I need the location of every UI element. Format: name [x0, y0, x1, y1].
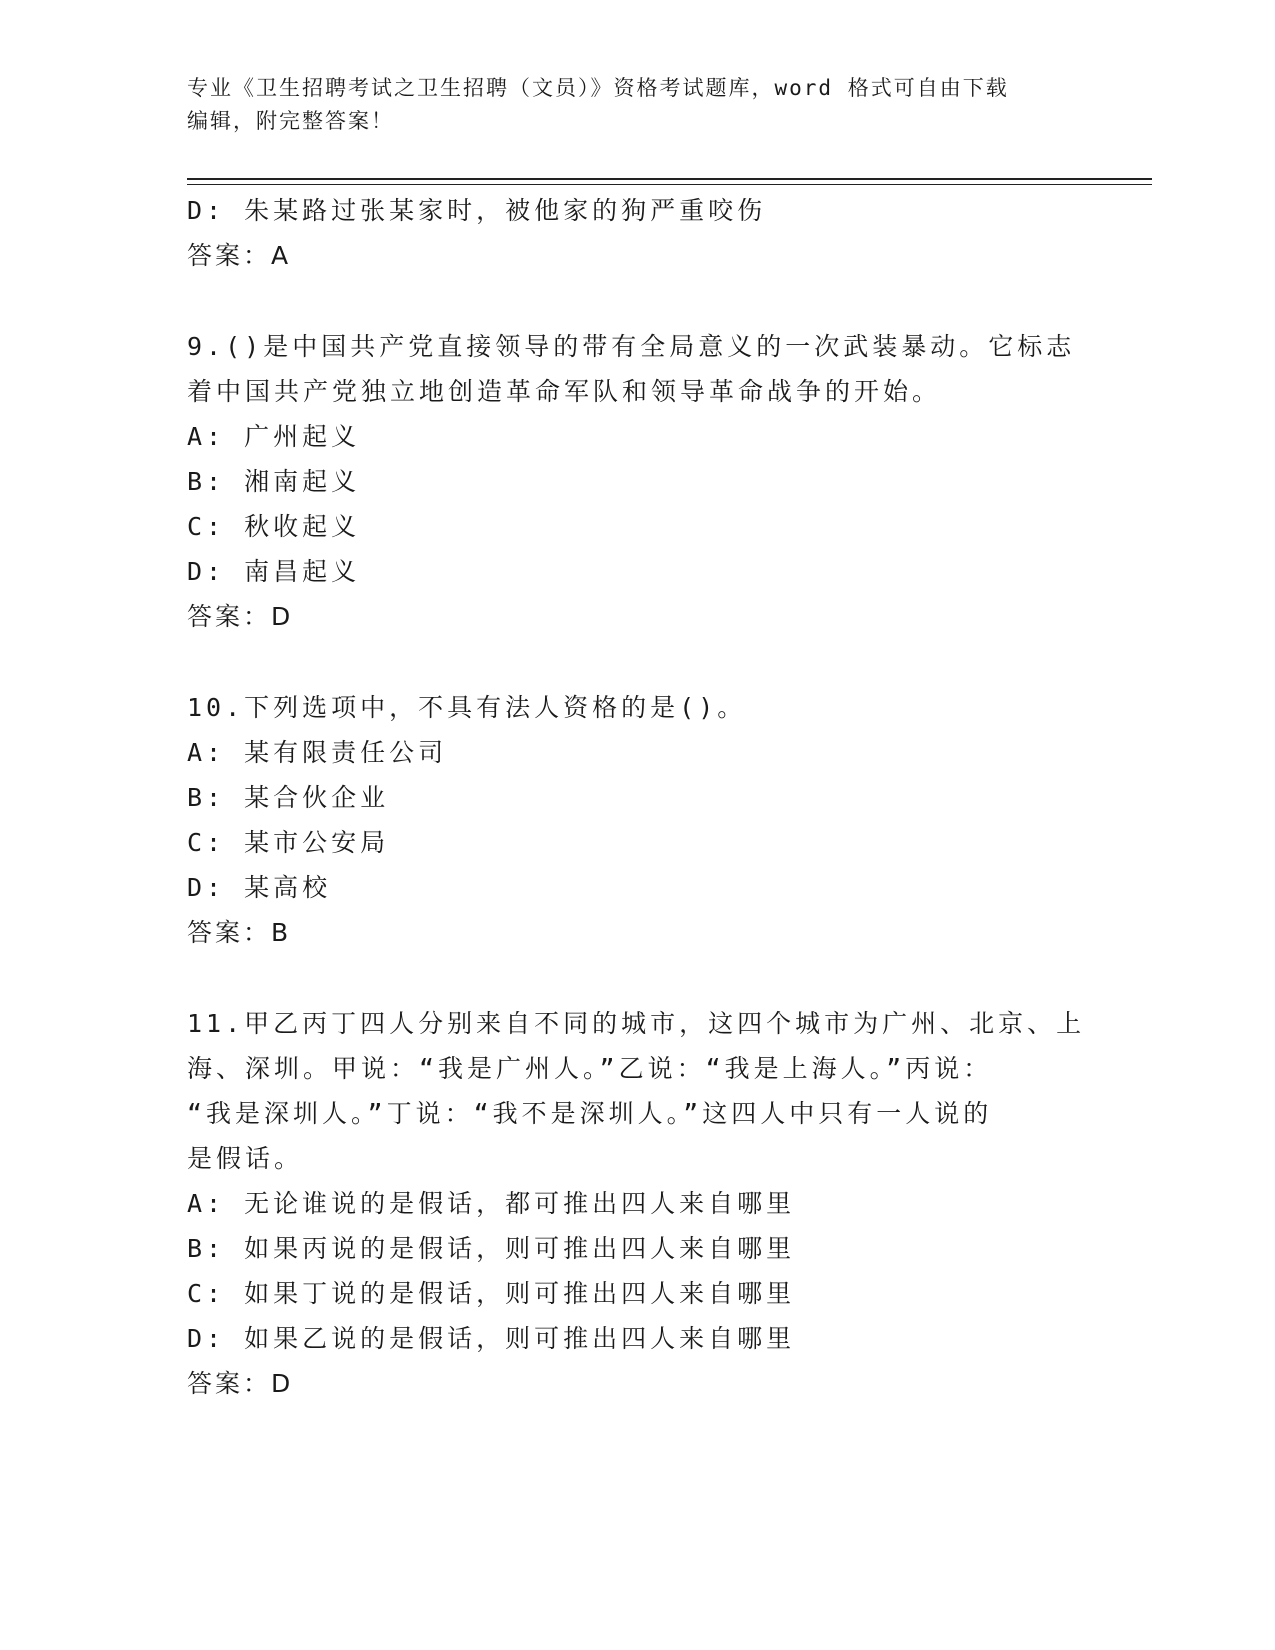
option-d: D: 如果乙说的是假话，则可推出四人来自哪里: [187, 1324, 796, 1353]
header-line-1: 专业《卫生招聘考试之卫生招聘（文员）》资格考试题库，word 格式可自由下载: [187, 76, 1009, 100]
option-a: A: 无论谁说的是假话，都可推出四人来自哪里: [187, 1189, 796, 1218]
question-text: 海、深圳。甲说：“我是广州人。”乙说：“我是上海人。”丙说：: [187, 1054, 993, 1083]
option-b: B: 如果丙说的是假话，则可推出四人来自哪里: [187, 1234, 796, 1263]
answer-line: 答案：D: [187, 602, 294, 631]
document-header: [187, 72, 1087, 138]
option-b: B: 湘南起义: [187, 467, 361, 496]
answer-line: 答案：A: [187, 241, 292, 270]
option-d: D: 南昌起义: [187, 557, 361, 586]
option-d: D: 某高校: [187, 873, 332, 902]
option-a: A: 某有限责任公司: [187, 738, 448, 767]
header-divider-thin: [187, 184, 1152, 185]
header-divider-thick: [187, 178, 1152, 180]
question-text: 10.下列选项中，不具有法人资格的是()。: [187, 693, 747, 722]
question-content: [187, 188, 1087, 1407]
option-b: B: 某合伙企业: [187, 783, 390, 812]
question-11: [187, 1001, 1087, 1407]
header-line-2: 编辑，附完整答案！: [187, 109, 394, 133]
question-text: “我是深圳人。”丁说：“我不是深圳人。”这四人中只有一人说的: [187, 1099, 993, 1128]
question-9: [187, 324, 1087, 640]
option-c: C: 某市公安局: [187, 828, 390, 857]
option-c: C: 秋收起义: [187, 512, 361, 541]
option-a: A: 广州起义: [187, 422, 361, 451]
question-text: 着中国共产党独立地创造革命军队和领导革命战争的开始。: [187, 377, 942, 406]
question-text: 9.()是中国共产党直接领导的带有全局意义的一次武装暴动。它标志: [187, 332, 1076, 361]
previous-question-tail: [187, 188, 1087, 279]
answer-line: 答案：D: [187, 1369, 294, 1398]
question-text: 是假话。: [187, 1144, 304, 1173]
question-text: 11.甲乙丙丁四人分别来自不同的城市，这四个城市为广州、北京、上: [187, 1009, 1086, 1038]
option-d: D: 朱某路过张某家时，被他家的狗严重咬伤: [187, 196, 767, 225]
answer-line: 答案：B: [187, 918, 292, 947]
question-10: [187, 685, 1087, 956]
option-c: C: 如果丁说的是假话，则可推出四人来自哪里: [187, 1279, 796, 1308]
